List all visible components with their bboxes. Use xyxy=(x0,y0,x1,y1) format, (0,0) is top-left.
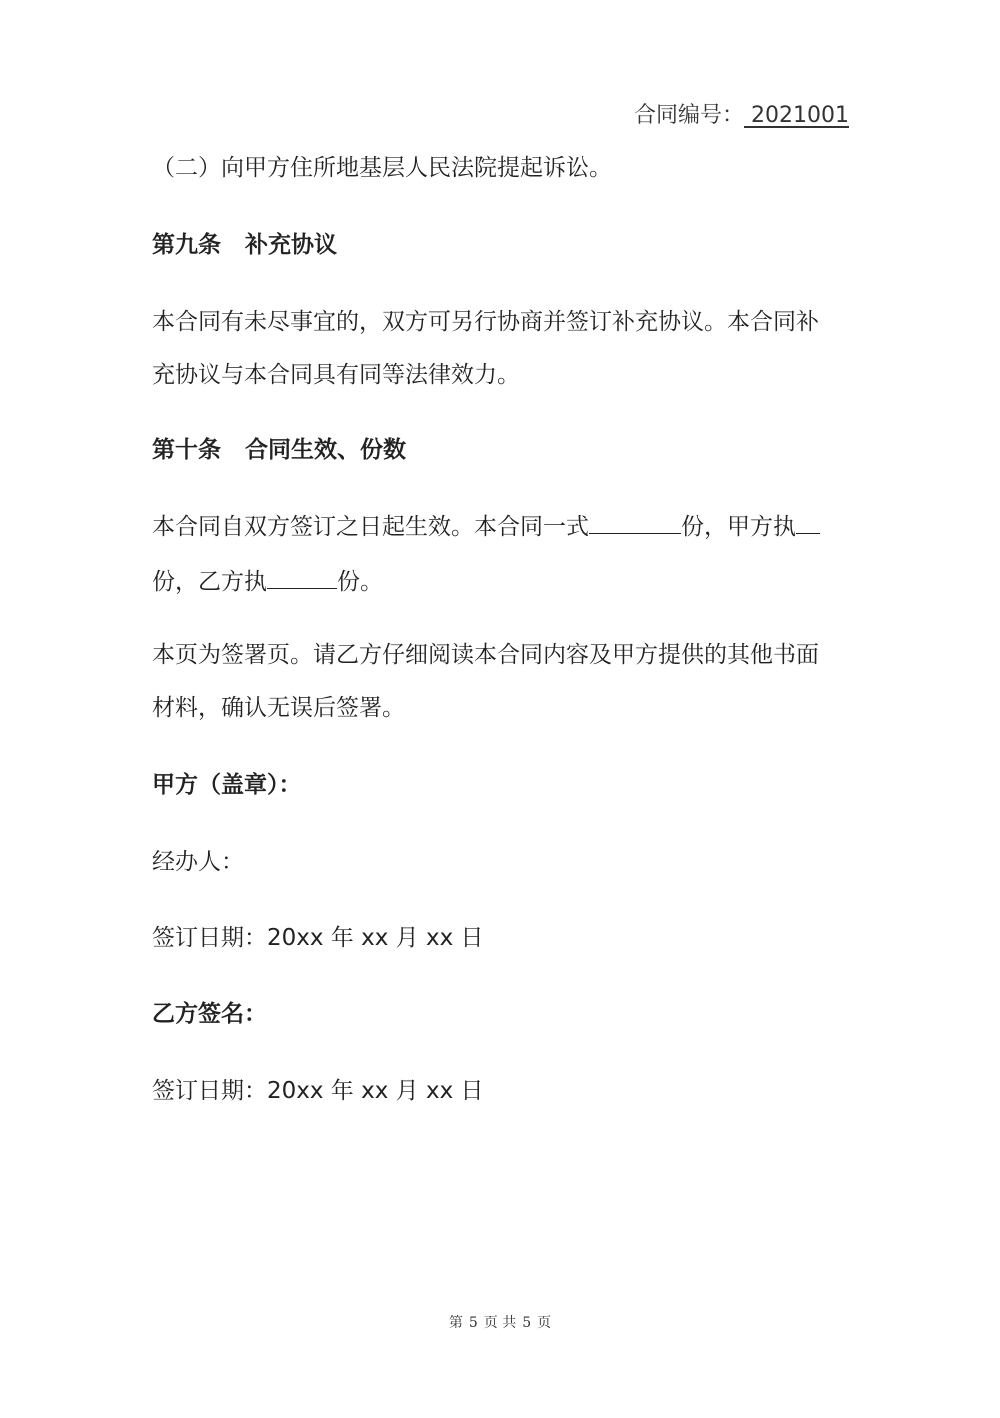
article-10-text-d: 份。 xyxy=(337,569,383,595)
copies-total-blank xyxy=(589,513,681,534)
contract-number-value: 2021001 xyxy=(751,103,849,128)
article-10-text-c: 份，乙方执 xyxy=(152,569,267,595)
article-10-title: 合同生效、份数 xyxy=(245,437,406,463)
contract-number xyxy=(634,98,849,129)
footer-page-number: 5 xyxy=(468,1315,478,1331)
footer-total-pages: 5 xyxy=(522,1315,532,1331)
party-b-copies-blank xyxy=(267,568,337,589)
article-10-body-line1 xyxy=(152,508,820,541)
party-a-sign-date: 签订日期：20xx 年 xx 月 xx 日 xyxy=(152,925,484,951)
footer-prefix: 第 xyxy=(448,1315,463,1331)
article-10-text-b: 份，甲方执 xyxy=(681,514,796,540)
contract-number-label: 合同编号： xyxy=(634,103,745,128)
article-9-body-line1: 本合同有未尽事宜的，双方可另行协商并签订补充协议。本合同补 xyxy=(152,309,819,335)
article-9-title: 补充协议 xyxy=(245,232,337,258)
signing-notice-line1: 本页为签署页。请乙方仔细阅读本合同内容及甲方提供的其他书面 xyxy=(152,642,819,668)
party-a-seal-label: 甲方（盖章）： xyxy=(152,772,302,798)
party-a-copies-blank xyxy=(796,513,820,534)
article-10-text-a: 本合同自双方签订之日起生效。本合同一式 xyxy=(152,514,589,540)
article-10-heading xyxy=(152,431,406,464)
party-b-signature-label: 乙方签名： xyxy=(152,1001,267,1027)
party-b-sign-date: 签订日期：20xx 年 xx 月 xx 日 xyxy=(152,1078,484,1104)
signing-notice-line2: 材料，确认无误后签署。 xyxy=(152,695,405,721)
article-10-body-line2 xyxy=(152,563,383,596)
footer-suffix: 页 xyxy=(537,1315,552,1331)
article-9-body-line2: 充协议与本合同具有同等法律效力。 xyxy=(152,362,520,388)
page-footer xyxy=(0,1312,1000,1332)
handler-label: 经办人： xyxy=(152,849,244,875)
article-9-number: 第九条 xyxy=(152,232,221,258)
article-9-heading xyxy=(152,226,337,259)
article-10-number: 第十条 xyxy=(152,437,221,463)
paragraph-litigation: （二）向甲方住所地基层人民法院提起诉讼。 xyxy=(152,155,612,181)
footer-mid: 页 共 xyxy=(483,1315,517,1331)
